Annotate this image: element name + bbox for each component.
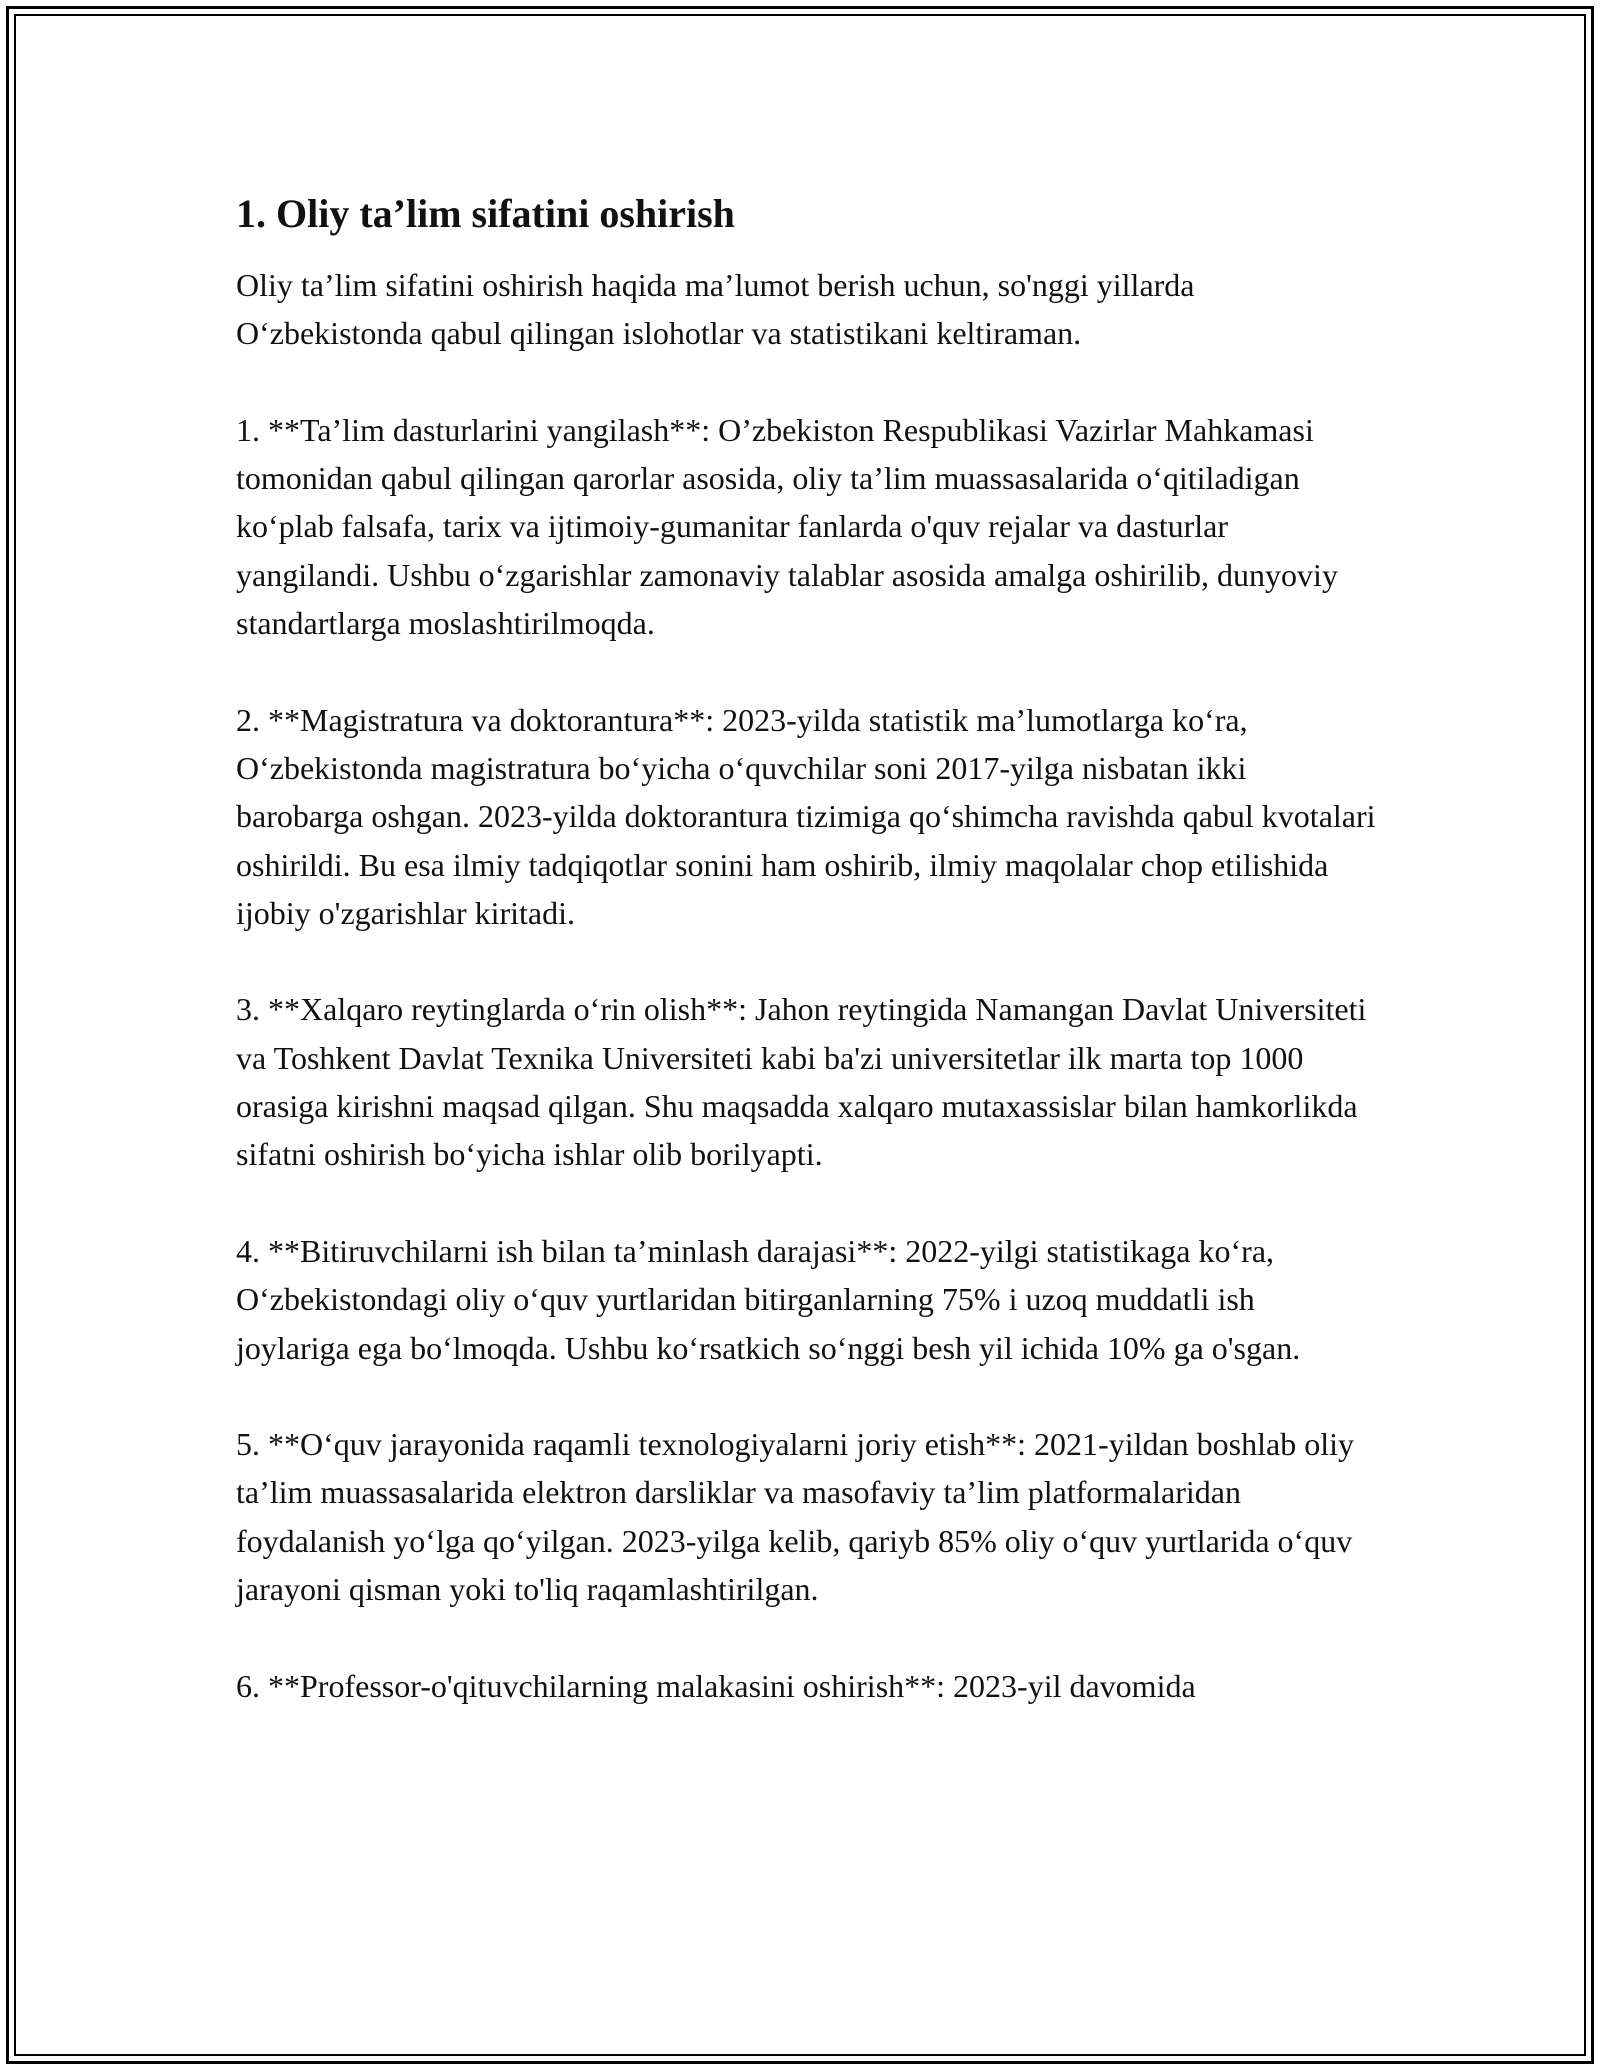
section-heading: 1. Oliy ta’lim sifatini oshirish [236,191,735,236]
intro-paragraph: Oliy ta’lim sifatini oshirish haqida ma’lumot berish uchun, so'nggi yillarda O‘zbekistonda qabul qilingan islohotlar va statistikani keltiraman. [236,267,1195,352]
document-body [236,185,1376,1758]
list-item-3-paragraph: 3. **Xalqaro reytinglarda o‘rin olish**: Jahon reytingida Namangan Davlat Universiteti va Toshkent Davlat Texnika Universiteti kabi ba'zi universitetlar ilk marta top 1000 orasiga kirishni maqsad qilgan. Shu maqsadda xalqaro mutaxassislar bilan hamkorlikda sifatni oshirish bo‘yicha ishlar olib borilyapti. [236,991,1367,1173]
list-item-5-paragraph: 5. **O‘quv jarayonida raqamli texnologiyalarni joriy etish**: 2021-yildan boshlab oliy ta’lim muassasalarida elektron darsliklar va masofaviy ta’lim platformalaridan foydalanish yo‘lga qo‘yilgan. 2023-yilga kelib, qariyb 85% oliy o‘quv yurtlarida o‘quv jarayoni qisman yoki to'liq raqamlashtirilgan. [236,1426,1354,1608]
list-item-2-paragraph: 2. **Magistratura va doktorantura**: 2023-yilda statistik ma’lumotlarga ko‘ra, O‘zbekistonda magistratura bo‘yicha o‘quvchilar soni 2017-yilga nisbatan ikki barobarga oshgan. 2023-yilda doktorantura tizimiga qo‘shimcha ravishda qabul kvotalari oshirildi. Bu esa ilmiy tadqiqotlar sonini ham oshirib, ilmiy maqolalar chop etilishida ijobiy o'zgarishlar kiritadi. [236,701,1376,931]
list-item-6-paragraph: 6. **Professor-o'qituvchilarning malakasini oshirish**: 2023-yil davomida [236,1667,1196,1704]
list-item-4-paragraph: 4. **Bitiruvchilarni ish bilan ta’minlash darajasi**: 2022-yilgi statistikaga ko‘ra, O‘zbekistondagi oliy o‘quv yurtlaridan bitirganlarning 75% i uzoq muddatli ish joylariga ega bo‘lmoqda. Ushbu ko‘rsatkich so‘nggi besh yil ichida 10% ga o'sgan. [236,1232,1301,1366]
list-item-1-paragraph: 1. **Ta’lim dasturlarini yangilash**: O’zbekiston Respublikasi Vazirlar Mahkamasi tomonidan qabul qilingan qarorlar asosida, oliy ta’lim muassasalarida o‘qitiladigan ko‘plab falsafa, tarix va ijtimoiy-gumanitar fanlarda o'quv rejalar va dasturlar yangilandi. Ushbu o‘zgarishlar zamonaviy talablar asosida amalga oshirilib, dunyoviy standartlarga moslashtirilmoqda. [236,411,1338,642]
